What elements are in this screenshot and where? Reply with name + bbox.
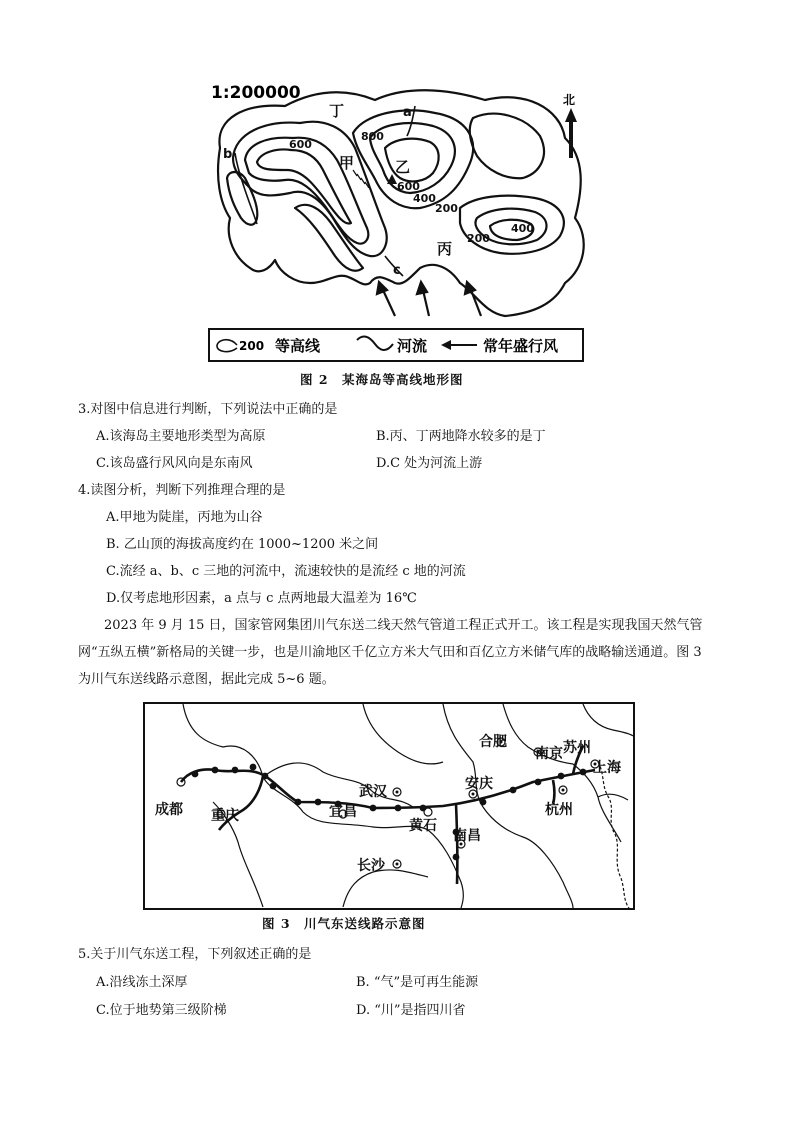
figure3-route-map (143, 702, 635, 910)
q5-stem: 5.关于川气东送工程，下列叙述正确的是 (78, 947, 312, 962)
place-label-ding: 丁 (329, 102, 345, 120)
legend-contour-label: 等高线 (275, 337, 321, 355)
north-label: 北 (563, 93, 576, 107)
q3-option-d: D.C 处为河流上游 (376, 456, 483, 471)
q4-option-c: C.流经 a、b、c 三地的河流中，流速较快的是流经 c 地的河流 (106, 564, 466, 579)
contour-label-600-e: 600 (397, 180, 420, 193)
city-yichang: 宜昌 (329, 804, 357, 820)
q4-option-b: B. 乙山顶的海拔高度约在 1000~1200 米之间 (106, 537, 379, 552)
contour-label-200-e: 200 (467, 232, 490, 245)
scale-label: 1:200000 (211, 83, 301, 103)
city-wuhan: 武汉 (359, 784, 387, 800)
q4-option-a: A.甲地为陡崖，丙地为山谷 (106, 510, 263, 525)
figure2-caption: 图 2 某海岛等高线地形图 (300, 372, 464, 387)
q5-option-a: A.沿线冻土深厚 (96, 975, 188, 990)
contour-label-400-e: 400 (511, 222, 534, 235)
city-suzhou: 苏州 (563, 740, 591, 756)
legend-contour-value: 200 (239, 339, 265, 353)
city-hangzhou: 杭州 (545, 802, 573, 818)
q5-option-c: C.位于地势第三级阶梯 (96, 1003, 227, 1018)
city-chengdu: 成都 (155, 802, 183, 818)
contour-label-200-c: 200 (435, 202, 458, 215)
contour-label-800: 800 (361, 130, 384, 143)
place-label-c: c (393, 263, 401, 278)
legend-river-label: 河流 (397, 337, 428, 355)
legend-contour-icon (217, 340, 237, 352)
legend-wind-label: 常年盛行风 (483, 337, 559, 355)
q4-option-d: D.仅考虑地形因素，a 点与 c 点两地最大温差为 16℃ (106, 591, 417, 606)
q3-option-c: C.该岛盛行风风向是东南风 (96, 456, 253, 471)
place-label-bing: 丙 (437, 240, 453, 258)
wind-arrow-icons (377, 282, 481, 316)
contour-label-400-c: 400 (413, 192, 436, 205)
q3-option-a: A.该海岛主要地形类型为高原 (96, 429, 266, 444)
city-anqing: 安庆 (465, 776, 493, 792)
place-label-a: a (403, 105, 412, 120)
q4-stem: 4.读图分析，判断下列推理合理的是 (78, 483, 286, 498)
city-nanjing: 南京 (535, 746, 563, 762)
place-label-yi: 乙 (395, 158, 411, 176)
passage-text: 2023 年 9 月 15 日，国家管网集团川气东送二线天然气管道工程正式开工。该工程是实现我国天然气管网“五纵五横”新格局的关键一步，也是川渝地区千亿立方米大气田和百亿立方米储气库的战略输送通道。图 3 为川气东送线路示意图，据此完成 5~6 题。 (78, 618, 703, 687)
city-chongqing: 重庆 (211, 808, 239, 824)
place-label-jia: 甲 (339, 154, 355, 172)
city-huangshi: 黄石 (409, 818, 437, 834)
q5-option-b: B. “气”是可再生能源 (356, 975, 479, 990)
city-hefei: 合肥 (479, 734, 507, 750)
q3-stem: 3.对图中信息进行判断，下列说法中正确的是 (78, 402, 338, 417)
q5-option-d: D. “川”是指四川省 (356, 1003, 466, 1018)
legend-river-icon (357, 337, 393, 350)
figure3-caption: 图 3 川气东送线路示意图 (262, 916, 426, 931)
city-shanghai: 上海 (593, 760, 621, 776)
contour-label-600-w: 600 (289, 138, 312, 151)
pipeline-branch-hangzhou (553, 780, 555, 804)
q3-option-b: B.丙、丁两地降水较多的是丁 (376, 429, 546, 444)
city-nanchang: 南昌 (453, 828, 481, 844)
figure2-legend (209, 329, 583, 361)
legend-wind-icon (441, 340, 477, 350)
place-label-b: b (223, 147, 233, 162)
city-changsha: 长沙 (357, 858, 385, 874)
figure2-contour-map (205, 78, 605, 366)
